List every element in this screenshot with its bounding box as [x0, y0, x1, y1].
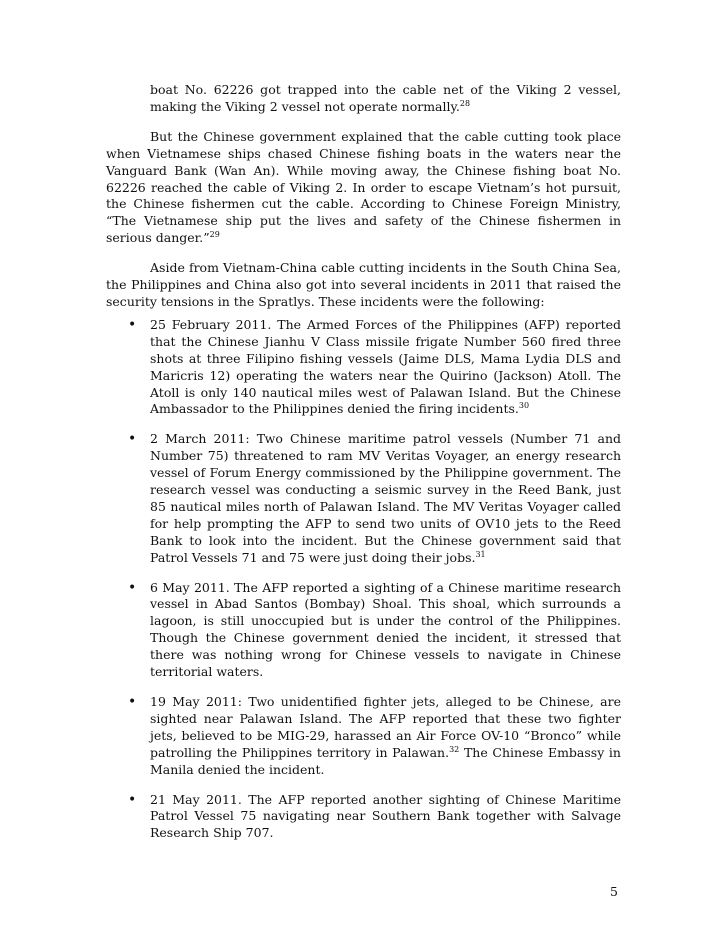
- page-body: [106, 82, 621, 842]
- carry-over-text: boat No. 62226 got trapped into the cable net of the Viking 2 vessel, making the Viking 2 vessel not operate normally.: [150, 82, 621, 114]
- footnote-ref[interactable]: 30: [518, 401, 530, 411]
- list-item-text: 2 March 2011: Two Chinese maritime patrol vessels (Number 71 and Number 75) threatened to ram MV Veritas Voyager, an energy research vessel of Forum Energy commissioned by the Philippine government. The research vessel was conducting a seismic survey in the Reed Bank, just 85 nautical miles north of Palawan Island. The MV Veritas Voyager called for help prompting the AFP to send two units of OV10 jets to the Reed Bank to look into the incident. But the Chinese government said that Patrol Vessels 71 and 75 were just doing their jobs.: [150, 431, 621, 565]
- incident-list: [106, 317, 621, 842]
- list-item-text-after: The Chinese Embassy in Manila denied the incident.: [150, 744, 621, 777]
- footnote-ref-28[interactable]: 28: [459, 98, 471, 108]
- list-item-text: 21 May 2011. The AFP reported another sighting of Chinese Maritime Patrol Vessel 75 navigating near Southern Bank together with Salvage Research Ship 707.: [150, 791, 621, 841]
- list-item: [106, 580, 621, 681]
- list-item-text: 19 May 2011: Two unidentified fighter jets, alleged to be Chinese, are sighted near Palawan Island. The AFP reported that these two fighter jets, believed to be MIG-29, harassed an Air Force OV-10 “Bronco” while patrolling the Philippines territory in Palawan.: [150, 694, 621, 760]
- bullet-icon: •: [128, 431, 137, 448]
- footnote-ref[interactable]: 31: [475, 549, 486, 559]
- list-item-text: 25 February 2011. The Armed Forces of the Philippines (AFP) reported that the Chinese Jianhu V Class missile frigate Number 560 fired three shots at three Filipino fishing vessels (Jaime DLS, Mama Lydia DLS and Maricris 12) operating the waters near the Quirino (Jackson) Atoll. The Atoll is only 140 nautical miles west of Palawan Island. But the Chinese Ambassador to the Philippines denied the firing incidents.: [150, 316, 621, 417]
- list-item: [106, 694, 621, 779]
- page-number: 5: [610, 884, 618, 899]
- bullet-icon: •: [128, 579, 137, 596]
- paragraph-spacer: [106, 116, 621, 129]
- paragraph-spacer: [106, 247, 621, 260]
- list-item: [106, 317, 621, 418]
- footnote-ref[interactable]: 32: [449, 744, 460, 754]
- paragraph-text: But the Chinese government explained that the cable cutting took place when Vietnamese ships chased Chinese fishing boats in the waters near the Vanguard Bank (Wan An). While moving away, the Chinese fishing boat No. 62226 reached the cable of Viking 2. In order to escape Vietnam’s hot pursuit, the Chinese fishermen cut the cable. According to Chinese Foreign Ministry, “The Vietnamese ship put the lives and safety of the Chinese fishermen in serious danger.”: [106, 128, 621, 246]
- paragraph-text: Aside from Vietnam-China cable cutting incidents in the South China Sea, the Philippines and China also got into several incidents in 2011 that raised the security tensions in the Spratlys. These incidents were the following:: [106, 260, 621, 309]
- footnote-ref-29[interactable]: 29: [209, 230, 220, 240]
- list-item: [106, 431, 621, 566]
- list-item: [106, 792, 621, 843]
- list-item-text: 6 May 2011. The AFP reported a sighting of a Chinese maritime research vessel in Abad Santos (Bombay) Shoal. This shoal, which surrounds a lagoon, is still unoccupied but is under the control of the Philippines. Though the Chinese government denied the incident, it stressed that there was nothing wrong for Chinese vessels to navigate in Chinese territorial waters.: [150, 579, 621, 680]
- philippines-china-intro-paragraph: [106, 260, 621, 311]
- chinese-explanation-paragraph: [106, 129, 621, 247]
- bullet-icon: •: [128, 316, 137, 333]
- bullet-icon: •: [128, 791, 137, 808]
- carry-over-paragraph: [106, 82, 621, 116]
- bullet-icon: •: [128, 694, 137, 710]
